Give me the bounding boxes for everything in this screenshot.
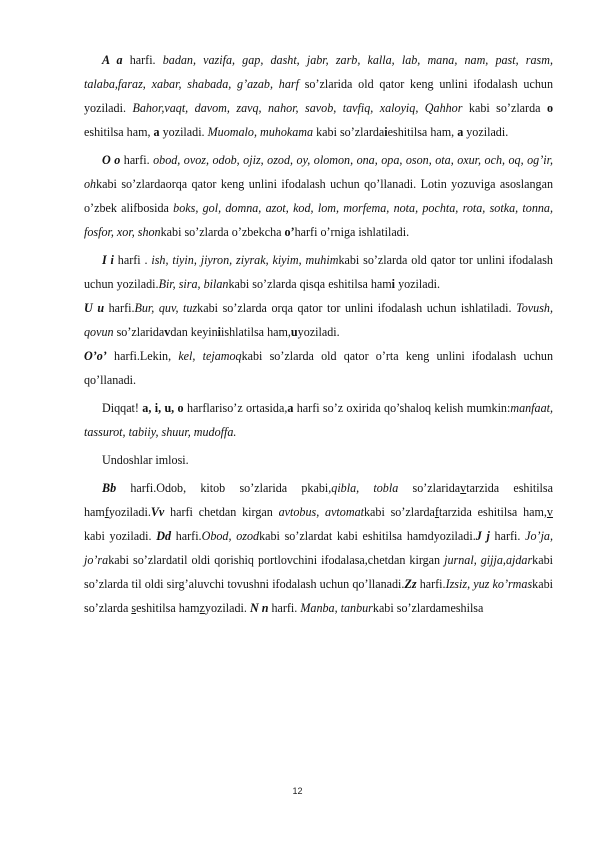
text-run [84, 349, 107, 363]
text-run: ishlatilsa ham, [221, 325, 291, 339]
text-run: a [287, 401, 294, 415]
text-run: harfi. [104, 301, 135, 315]
text-run: Zz [404, 577, 417, 591]
text-run: eshitilsa ham [136, 601, 200, 615]
text-run: U u [84, 301, 105, 315]
text-run: Bahor,vaqt, davom, zavq, nahor, savob, tavfiq, xaloyiq, Qahhor [132, 101, 463, 115]
text-run: kabi so’zlardameshilsa [372, 601, 484, 615]
text-run: harfi. [489, 529, 526, 543]
text-run: manfaat, tassurot, tabiiy, shuur, mudoffa. [84, 401, 554, 439]
text-run: so’zlarida [113, 325, 165, 339]
text-run: a [457, 125, 464, 139]
text-run: so’zlarida [398, 481, 461, 495]
text-run: kabi so’zlardat kabi eshitilsa hamdyoziladi. [259, 529, 476, 543]
text-run: harfi.Lekin, [106, 349, 179, 363]
text-run: kabi so’zlarda old qator tor unlini ifodalash uchun yoziladi. [84, 253, 553, 291]
text-run [84, 301, 104, 315]
text-run: i [384, 125, 388, 139]
text-run: harfi. [268, 601, 301, 615]
text-run: harfi. [171, 529, 202, 543]
text-run: Bir, sira, bilan [158, 277, 229, 291]
text-run: i [217, 325, 222, 339]
text-run: harfi.Odob, kitob so’zlarida pkabi, [116, 481, 332, 495]
text-run: Undoshlar imlosi. [102, 453, 189, 467]
text-run: qibla, tobla [331, 481, 399, 495]
text-run: yoziladi. [108, 505, 151, 519]
text-run: f [434, 505, 439, 519]
text-run: Izsiz, yuz ko’rmas [445, 577, 533, 591]
text-run: Bb [102, 481, 117, 495]
text-run: harflariso’z ortasida, [183, 401, 288, 415]
text-run: f [104, 505, 109, 519]
text-run [102, 481, 116, 495]
text-run: kabi so’zlarda o’zbekcha [160, 225, 285, 239]
text-run: Muomalo, muhokama [207, 125, 314, 139]
text-run [156, 529, 171, 543]
text-run: eshitilsa ham, [387, 125, 458, 139]
text-run: boks, gol, domna, azot, kod, lom, morfema, nota, pochta, rota, sotka, tonna, fosfor, xor, shon [84, 201, 554, 239]
text-run: v [460, 481, 467, 495]
text-run: kabi so’zlarda orqa qator tor unlini ifodalash uchun ishlatiladi. [197, 301, 517, 315]
text-run: kabi so’zlardatil oldi qorishiq portlovchini ifodalasa,chetdan kirgan [108, 553, 445, 567]
text-run: eshitilsa ham, [84, 125, 154, 139]
text-run: I i [102, 253, 114, 267]
text-run: badan, vazifa, gap, dasht, jabr, zarb, kalla, lab, mana, nam, past, rasm, talaba,faraz, xabar, shabada, g’azab, harf [84, 53, 553, 91]
paragraph [84, 448, 553, 472]
text-run: i [391, 277, 396, 291]
text-run: s [131, 601, 137, 615]
paragraph [84, 396, 553, 444]
text-run: kabi so’zlarda qisqa eshitilsa ham [228, 277, 392, 291]
text-run: yoziladi. [395, 277, 441, 291]
text-run: yoziladi. [297, 325, 340, 339]
text-run: yoziladi. [204, 601, 250, 615]
text-run: tarzida eshitilsa ham, [438, 505, 547, 519]
text-run: Obod, ozod [201, 529, 260, 543]
text-run: harfi. [416, 577, 446, 591]
paragraph [84, 476, 553, 620]
text-run: ish, tiyin, jiyron, ziyrak, kiyim, muhim [151, 253, 339, 267]
text-run: kabi yoziladi. [84, 529, 157, 543]
page-number: 12 [292, 786, 303, 796]
paragraph [84, 48, 553, 144]
text-run: o’ [284, 225, 295, 239]
text-run: kabi so’zlarda old qator o’rta keng unlini ifodalash uchun qo’llanadi. [84, 349, 553, 387]
text-run: o [546, 101, 553, 115]
paragraph [84, 344, 553, 392]
text-run: kabi so’zlarda til oldi sirg’aluvchi tovushni ifodalash uchun qo’llanadi. [84, 553, 553, 591]
text-run: Tovush, qovun [84, 301, 553, 339]
text-run: kabi so’zlarda [84, 577, 553, 615]
text-run: kel, tejamoq [178, 349, 242, 363]
text-run: yoziladi. [463, 125, 509, 139]
text-run: Vv [150, 505, 165, 519]
text-run [151, 505, 164, 519]
text-run: tarzida eshitilsa ham [84, 481, 553, 519]
text-run: O o [102, 153, 121, 167]
body-text [84, 48, 553, 620]
text-run: Dd [156, 529, 172, 543]
text-run: kabi so’zlarda [313, 125, 385, 139]
text-run [102, 53, 123, 67]
text-run: harfi . [113, 253, 152, 267]
text-run: N n [249, 601, 269, 615]
text-run: v [164, 325, 171, 339]
text-run: A a [102, 53, 123, 67]
text-run: dan keyin [170, 325, 218, 339]
text-run [102, 253, 114, 267]
text-run: harfi. [120, 153, 154, 167]
text-run: harfi chetdan kirgan [164, 505, 279, 519]
text-run: kabi so’zlardaorqa qator keng unlini ifodalash uchun qo’llanadi. Lotin yozuviga asoslangan o’zbek alifbosida [84, 177, 553, 215]
text-run [404, 577, 416, 591]
text-run: O’o’ [84, 349, 107, 363]
text-run: kabi so’zlarda [363, 505, 435, 519]
text-run: avtobus, avtomat [278, 505, 364, 519]
text-run: so’zlarida old qator keng unlini ifodalash uchun yoziladi. [84, 77, 553, 115]
text-run: u [290, 325, 298, 339]
text-run: Diqqat! [102, 401, 143, 415]
text-run: harfi so’z oxirida qo’shaloq kelish mumkin: [293, 401, 511, 415]
text-run: z [199, 601, 205, 615]
text-run: Jo’ja, jo’ra [84, 529, 553, 567]
paragraph [84, 148, 553, 244]
text-run: harfi. [122, 53, 163, 67]
text-run: kabi so’zlarda [462, 101, 547, 115]
paragraph [84, 248, 553, 296]
paragraph [84, 296, 553, 344]
text-run: Manba, tanbur [300, 601, 373, 615]
text-run [102, 153, 120, 167]
text-run: jurnal, gijja,ajdar [444, 553, 533, 567]
text-run: obod, ovoz, odob, ojiz, ozod, oy, olomon, ona, opa, oson, ota, oxur, och, oq, og’ir, oh [84, 153, 553, 191]
text-run [250, 601, 268, 615]
text-run: J j [475, 529, 490, 543]
text-run: harfi o’rniga ishlatiladi. [294, 225, 410, 239]
text-run [476, 529, 490, 543]
text-run: Bur, quv, tuz [134, 301, 198, 315]
text-run: yoziladi. [159, 125, 208, 139]
text-run: a [153, 125, 160, 139]
text-run: a, i, u, o [142, 401, 184, 415]
text-run: v [546, 505, 553, 519]
